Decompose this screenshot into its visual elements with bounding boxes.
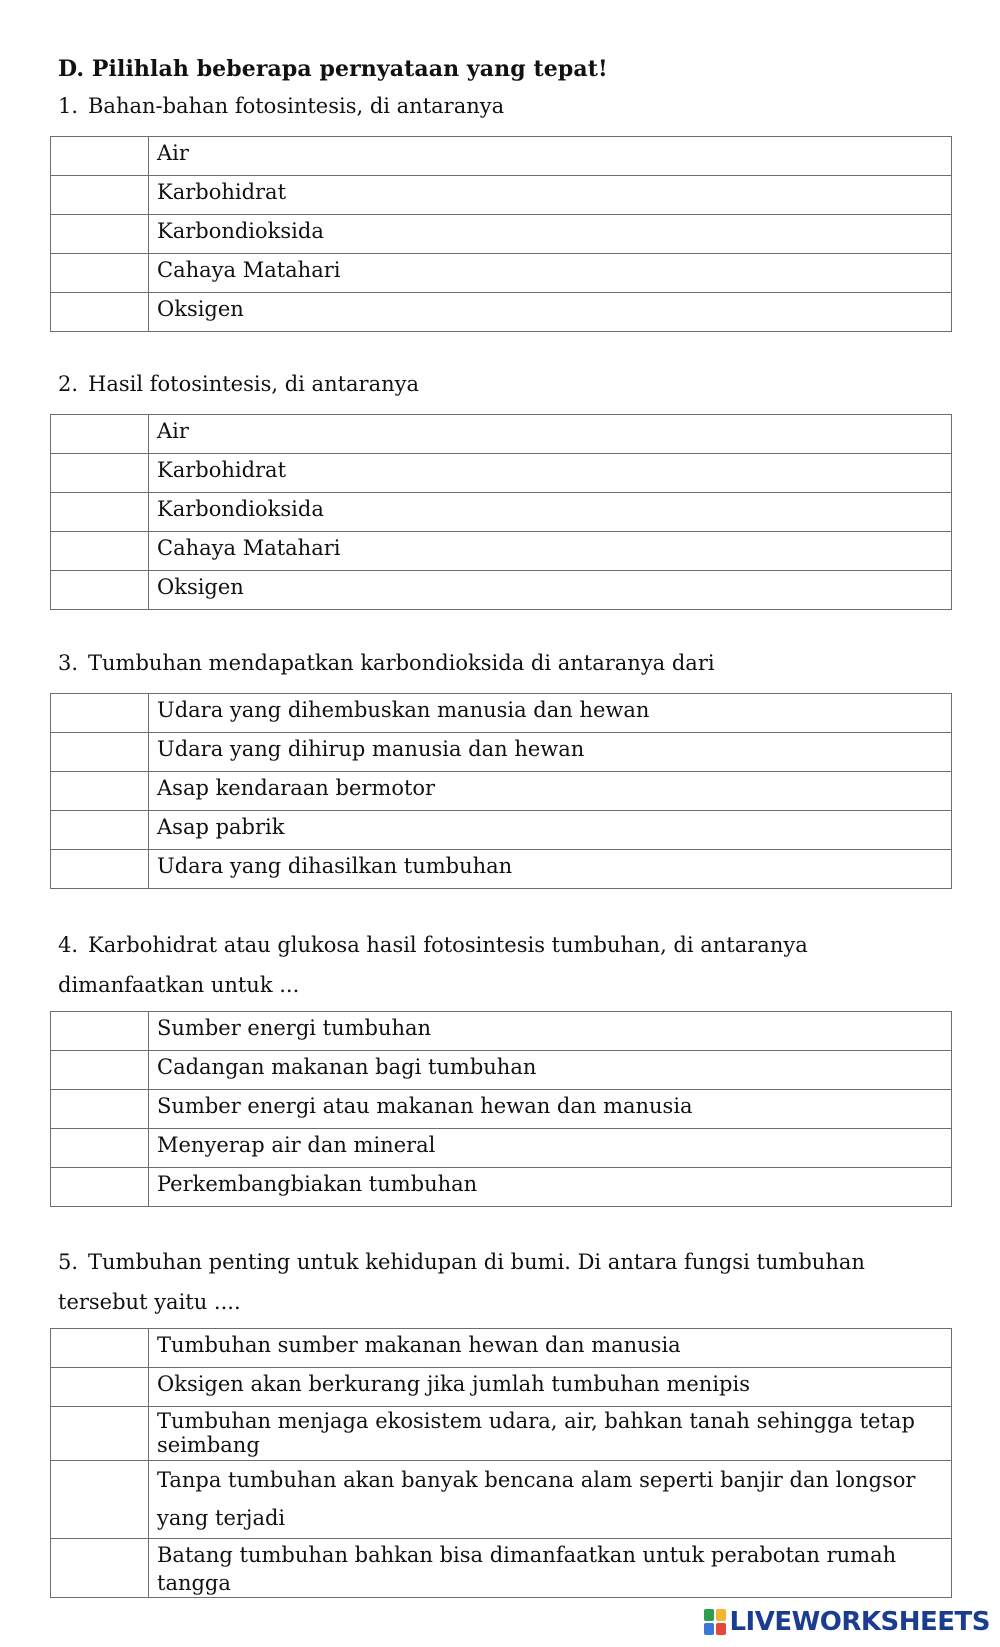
option-label: Oksigen xyxy=(149,571,952,610)
question-number: 1. xyxy=(58,94,79,118)
option-label: Tumbuhan sumber makanan hewan dan manusia xyxy=(149,1329,952,1368)
question-text: Tumbuhan mendapatkan karbondioksida di antaranya dari xyxy=(88,651,715,675)
option-row xyxy=(51,293,952,332)
question-5 xyxy=(58,1242,938,1322)
question-number: 3. xyxy=(58,651,79,675)
logo-square xyxy=(716,1609,726,1621)
answer-checkbox[interactable] xyxy=(51,571,149,610)
answer-checkbox[interactable] xyxy=(51,1012,149,1051)
option-label: Sumber energi atau makanan hewan dan manusia xyxy=(149,1090,952,1129)
option-label: Karbondioksida xyxy=(149,215,952,254)
option-row xyxy=(51,415,952,454)
answer-checkbox[interactable] xyxy=(51,1407,149,1461)
question-text: Karbohidrat atau glukosa hasil fotosintesis tumbuhan, di antaranya dimanfaatkan untuk ... xyxy=(58,933,808,997)
option-label: Udara yang dihasilkan tumbuhan xyxy=(149,850,952,889)
answer-checkbox[interactable] xyxy=(51,1168,149,1207)
brand-logo-icon xyxy=(704,1609,726,1635)
question-1 xyxy=(58,86,938,126)
option-row xyxy=(51,532,952,571)
brand-text: LIVEWORKSHEETS xyxy=(729,1607,990,1637)
option-row xyxy=(51,1090,952,1129)
option-label: Batang tumbuhan bahkan bisa dimanfaatkan untuk perabotan rumah tangga xyxy=(149,1539,952,1598)
answer-checkbox[interactable] xyxy=(51,1090,149,1129)
option-label: Perkembangbiakan tumbuhan xyxy=(149,1168,952,1207)
answer-checkbox[interactable] xyxy=(51,215,149,254)
logo-square xyxy=(716,1623,726,1635)
option-label: Tanpa tumbuhan akan banyak bencana alam seperti banjir dan longsor yang terjadi xyxy=(149,1461,952,1539)
options-table-1 xyxy=(50,136,952,332)
option-label: Air xyxy=(149,415,952,454)
option-label: Air xyxy=(149,137,952,176)
answer-checkbox[interactable] xyxy=(51,733,149,772)
option-label: Menyerap air dan mineral xyxy=(149,1129,952,1168)
option-row xyxy=(51,772,952,811)
option-label: Cahaya Matahari xyxy=(149,532,952,571)
logo-square xyxy=(704,1623,714,1635)
option-label: Oksigen xyxy=(149,293,952,332)
option-row xyxy=(51,694,952,733)
option-row xyxy=(51,1129,952,1168)
question-number: 4. xyxy=(58,933,79,957)
answer-checkbox[interactable] xyxy=(51,1539,149,1598)
question-2 xyxy=(58,364,938,404)
option-row xyxy=(51,850,952,889)
answer-checkbox[interactable] xyxy=(51,1368,149,1407)
liveworksheets-logo[interactable] xyxy=(704,1606,990,1638)
question-text: Bahan-bahan fotosintesis, di antaranya xyxy=(88,94,505,118)
options-table-2 xyxy=(50,414,952,610)
option-label: Asap kendaraan bermotor xyxy=(149,772,952,811)
answer-checkbox[interactable] xyxy=(51,811,149,850)
answer-checkbox[interactable] xyxy=(51,1051,149,1090)
answer-checkbox[interactable] xyxy=(51,532,149,571)
answer-checkbox[interactable] xyxy=(51,850,149,889)
question-4 xyxy=(58,925,938,1005)
option-row xyxy=(51,1407,952,1461)
answer-checkbox[interactable] xyxy=(51,1129,149,1168)
section-title: D. Pilihlah beberapa pernyataan yang tepat! xyxy=(58,56,608,82)
option-row xyxy=(51,811,952,850)
option-row xyxy=(51,254,952,293)
answer-checkbox[interactable] xyxy=(51,137,149,176)
option-label: Udara yang dihembuskan manusia dan hewan xyxy=(149,694,952,733)
option-row xyxy=(51,215,952,254)
option-row xyxy=(51,1461,952,1539)
question-number: 5. xyxy=(58,1250,79,1274)
answer-checkbox[interactable] xyxy=(51,1461,149,1539)
question-text: Tumbuhan penting untuk kehidupan di bumi. Di antara fungsi tumbuhan tersebut yaitu .... xyxy=(58,1250,865,1314)
option-label: Oksigen akan berkurang jika jumlah tumbuhan menipis xyxy=(149,1368,952,1407)
answer-checkbox[interactable] xyxy=(51,772,149,811)
option-row xyxy=(51,1051,952,1090)
option-row xyxy=(51,1539,952,1598)
option-label: Karbohidrat xyxy=(149,176,952,215)
option-row xyxy=(51,1368,952,1407)
option-row xyxy=(51,454,952,493)
option-row xyxy=(51,733,952,772)
option-label: Cadangan makanan bagi tumbuhan xyxy=(149,1051,952,1090)
options-table-5 xyxy=(50,1328,952,1598)
option-row xyxy=(51,176,952,215)
option-label: Udara yang dihirup manusia dan hewan xyxy=(149,733,952,772)
option-label: Asap pabrik xyxy=(149,811,952,850)
option-row xyxy=(51,1329,952,1368)
question-text: Hasil fotosintesis, di antaranya xyxy=(88,372,420,396)
option-row xyxy=(51,493,952,532)
question-3 xyxy=(58,643,938,683)
answer-checkbox[interactable] xyxy=(51,254,149,293)
answer-checkbox[interactable] xyxy=(51,454,149,493)
answer-checkbox[interactable] xyxy=(51,293,149,332)
option-label: Karbohidrat xyxy=(149,454,952,493)
option-row xyxy=(51,1168,952,1207)
option-label: Cahaya Matahari xyxy=(149,254,952,293)
question-number: 2. xyxy=(58,372,79,396)
answer-checkbox[interactable] xyxy=(51,694,149,733)
option-label: Karbondioksida xyxy=(149,493,952,532)
option-label: Tumbuhan menjaga ekosistem udara, air, bahkan tanah sehingga tetap seimbang xyxy=(149,1407,952,1461)
answer-checkbox[interactable] xyxy=(51,415,149,454)
logo-square xyxy=(704,1609,714,1621)
answer-checkbox[interactable] xyxy=(51,176,149,215)
answer-checkbox[interactable] xyxy=(51,1329,149,1368)
option-label: Sumber energi tumbuhan xyxy=(149,1012,952,1051)
option-row xyxy=(51,571,952,610)
answer-checkbox[interactable] xyxy=(51,493,149,532)
options-table-4 xyxy=(50,1011,952,1207)
options-table-3 xyxy=(50,693,952,889)
option-row xyxy=(51,137,952,176)
option-row xyxy=(51,1012,952,1051)
